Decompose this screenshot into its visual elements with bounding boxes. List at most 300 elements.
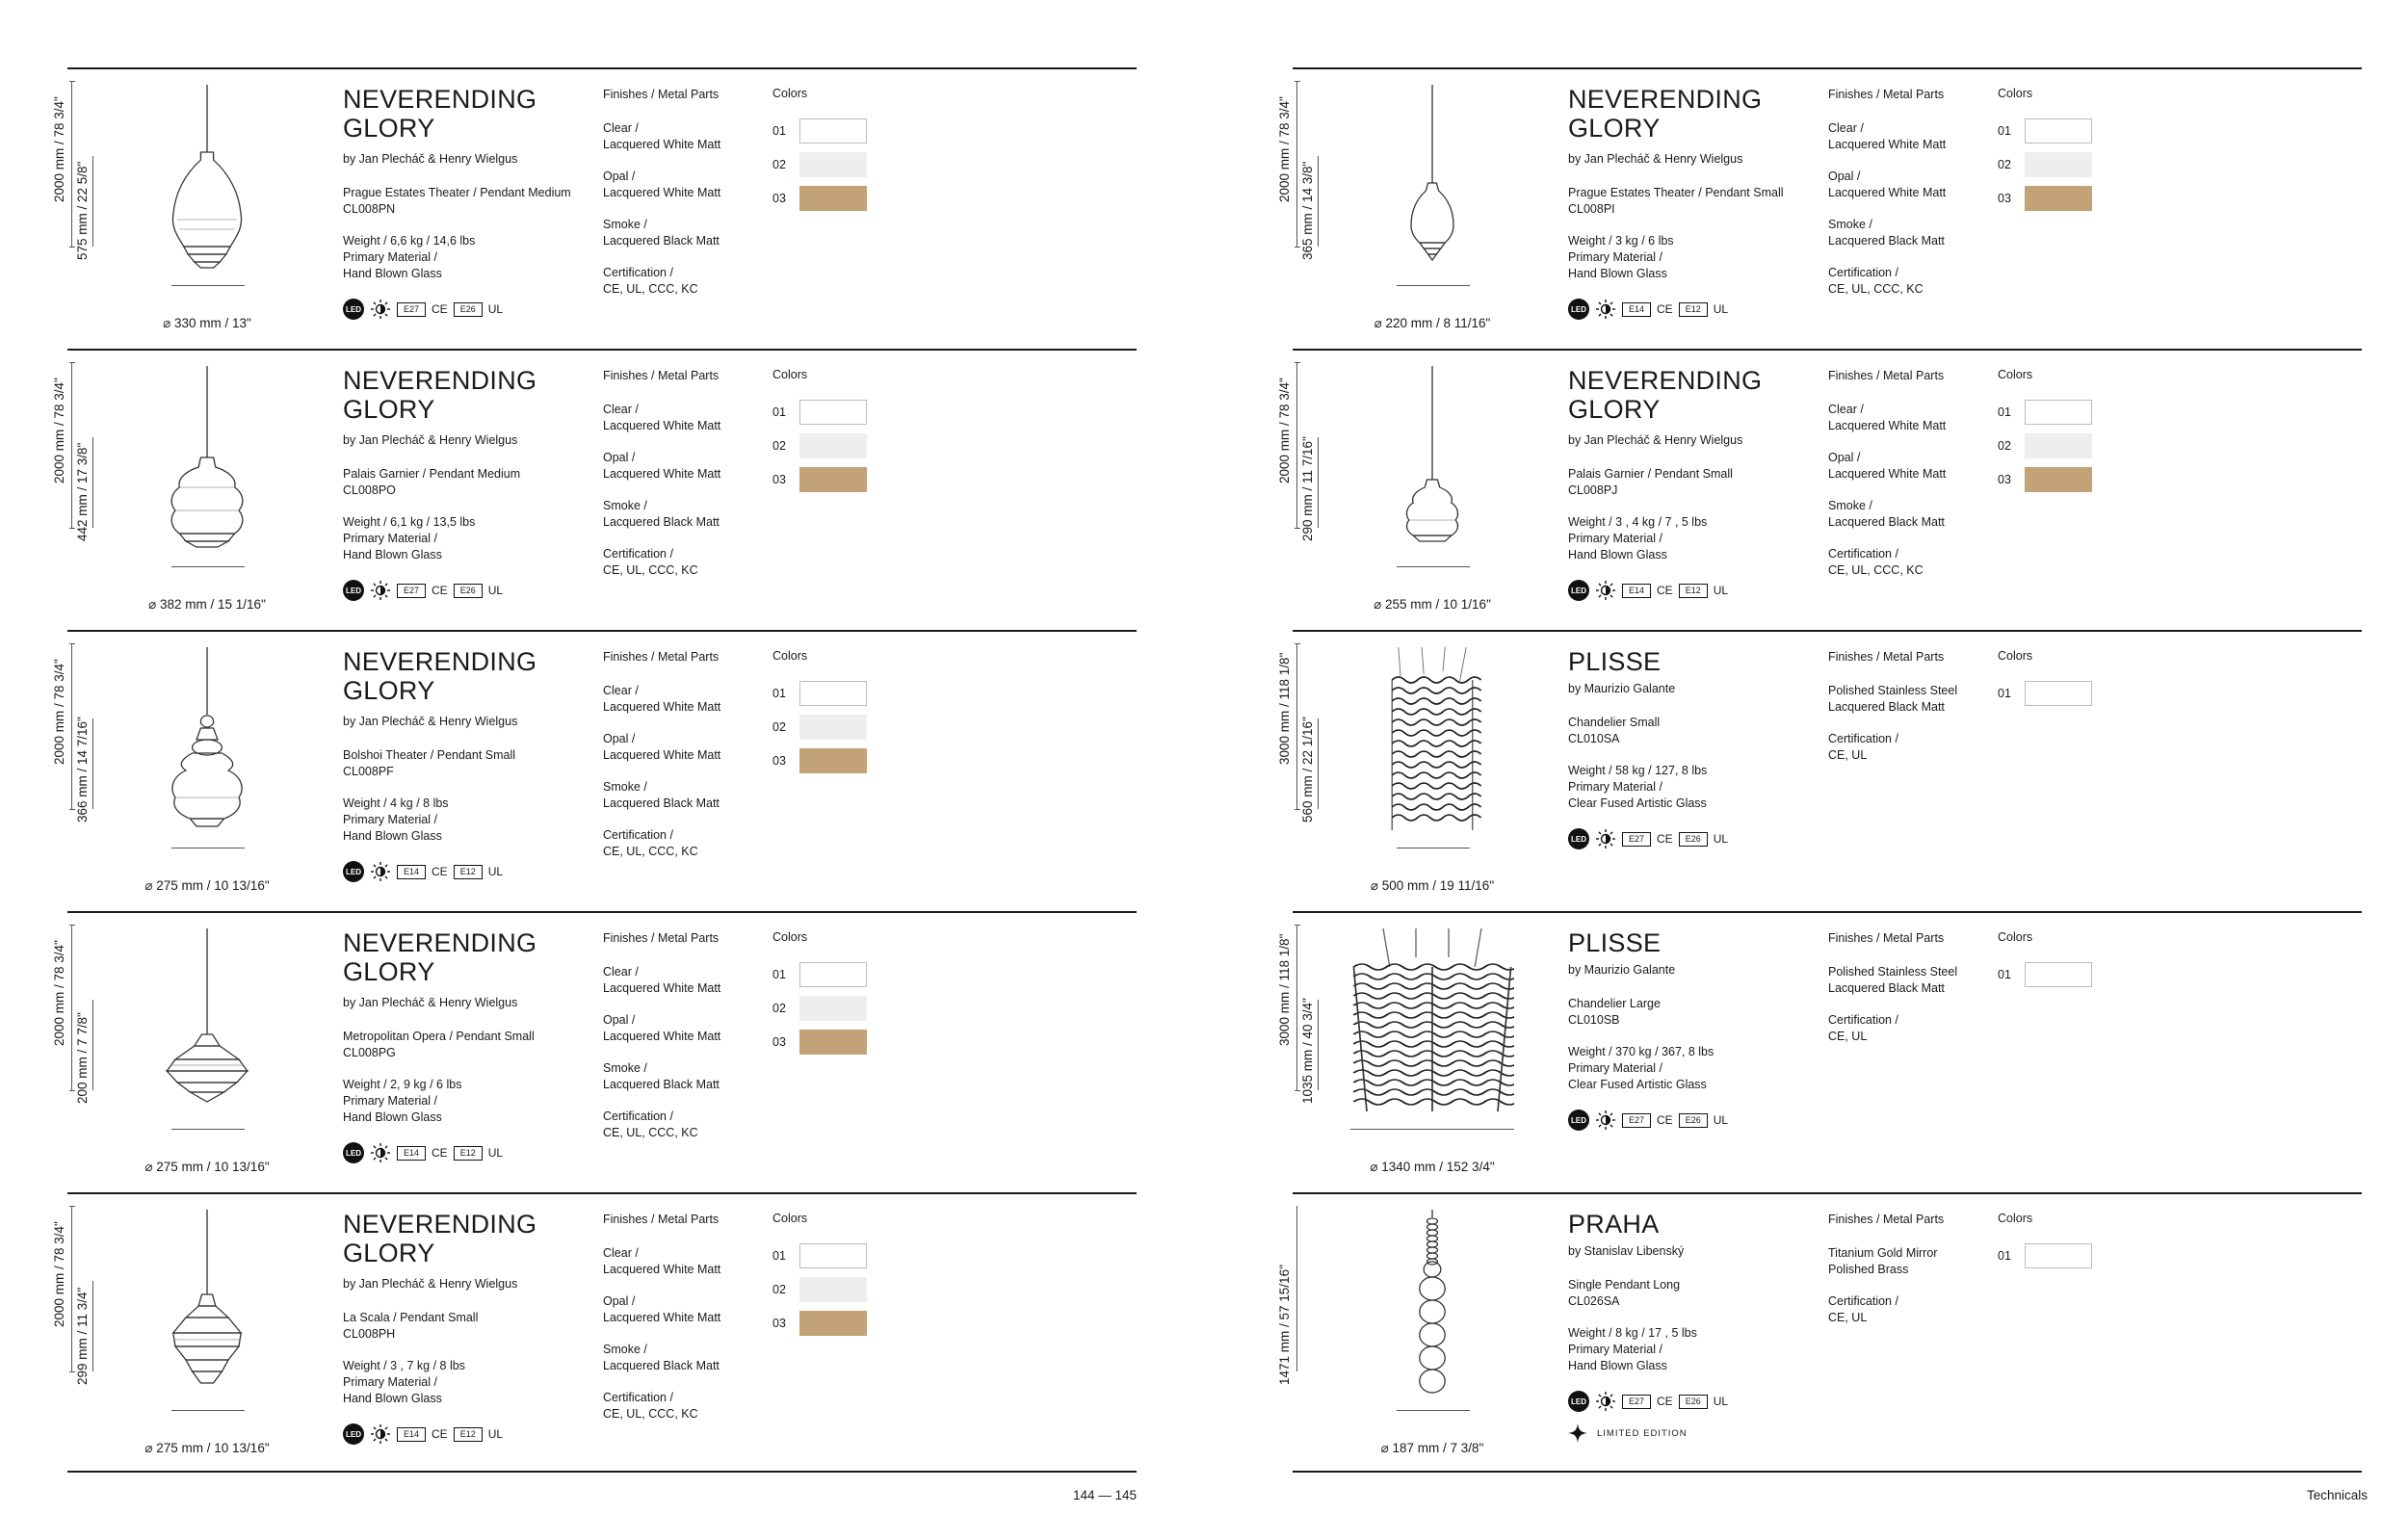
designer: by Jan Plecháč & Henry Wielgus bbox=[343, 715, 518, 728]
total-height-line bbox=[71, 925, 72, 1090]
weight: Weight / 58 kg / 127, 8 lbs bbox=[1568, 764, 1708, 777]
total-height-line bbox=[1296, 925, 1297, 1090]
product-title-line-1: NEVERENDING bbox=[343, 1210, 537, 1239]
lamp-height-line bbox=[1318, 437, 1319, 528]
dimmable-icon bbox=[370, 299, 391, 320]
finish-line-1: Certification / bbox=[1828, 266, 1898, 279]
finish-option bbox=[1828, 265, 1992, 298]
diameter-label: ⌀ 382 mm / 15 1/16" bbox=[148, 597, 266, 612]
product-row bbox=[1277, 911, 2362, 1194]
lamp-drawing bbox=[154, 1210, 260, 1398]
product-title-line-1: NEVERENDING bbox=[343, 366, 537, 395]
led-icon: LED bbox=[343, 1142, 364, 1163]
color-swatch[interactable] bbox=[799, 1277, 867, 1302]
swatch-number: 03 bbox=[1998, 473, 2011, 486]
product-code: CL008PG bbox=[343, 1046, 396, 1059]
total-height-label: 2000 mm / 78 3/4" bbox=[1277, 96, 1292, 202]
material-label: Primary Material / bbox=[343, 813, 437, 826]
color-swatch[interactable] bbox=[799, 118, 867, 144]
finish-line-1: Opal / bbox=[1828, 170, 1861, 183]
product-code: CL008PO bbox=[343, 483, 396, 497]
color-swatch[interactable] bbox=[799, 186, 867, 211]
product-row bbox=[1277, 67, 2362, 351]
swatch-number: 01 bbox=[772, 405, 786, 419]
finish-line-1: Titanium Gold Mirror bbox=[1828, 1246, 1938, 1260]
material-label: Primary Material / bbox=[343, 532, 437, 545]
material-value: Hand Blown Glass bbox=[343, 829, 442, 843]
swatch-number: 01 bbox=[1998, 405, 2011, 419]
socket-type-eu: E27 bbox=[1622, 1395, 1651, 1409]
colors-column bbox=[1998, 368, 2104, 500]
finish-line-2: Lacquered White Matt bbox=[603, 467, 721, 481]
color-swatch[interactable] bbox=[799, 1030, 867, 1055]
finish-line-2: Lacquered White Matt bbox=[1828, 419, 1947, 432]
socket-type-eu: E14 bbox=[397, 1427, 426, 1442]
weight: Weight / 3 , 7 kg / 8 lbs bbox=[343, 1359, 465, 1372]
color-swatch[interactable] bbox=[2025, 186, 2092, 211]
swatch-number: 02 bbox=[772, 158, 786, 171]
color-swatch-row bbox=[772, 1310, 878, 1337]
designer: by Jan Plecháč & Henry Wielgus bbox=[343, 996, 518, 1009]
total-height-label: 2000 mm / 78 3/4" bbox=[52, 940, 66, 1046]
colors-column bbox=[772, 930, 878, 1062]
variant-name: Palais Garnier / Pendant Medium bbox=[343, 467, 521, 481]
finish-option bbox=[603, 265, 767, 298]
finish-option bbox=[603, 1109, 767, 1141]
lamp-height-line bbox=[1296, 1206, 1297, 1371]
diameter-line bbox=[171, 1410, 245, 1411]
color-swatch[interactable] bbox=[2025, 962, 2092, 987]
finishes-column bbox=[603, 649, 767, 875]
cert-ce: CE bbox=[1657, 1113, 1673, 1127]
product-title-line-2: GLORY bbox=[343, 957, 435, 986]
material-label: Primary Material / bbox=[343, 250, 437, 264]
socket-type-eu: E27 bbox=[397, 584, 426, 598]
socket-type-us: E26 bbox=[1679, 832, 1708, 847]
finish-line-1: Clear / bbox=[1828, 403, 1864, 416]
product-title-line-1: NEVERENDING bbox=[1568, 85, 1763, 114]
dimmable-icon bbox=[370, 1142, 391, 1163]
lamp-drawing bbox=[154, 85, 260, 274]
product-title-line-1: NEVERENDING bbox=[343, 85, 537, 114]
finish-line-1: Certification / bbox=[603, 1391, 673, 1404]
variant-name: Chandelier Small bbox=[1568, 716, 1661, 729]
color-swatch-row bbox=[1998, 432, 2104, 459]
colors-column bbox=[1998, 930, 2104, 995]
total-height-label: 2000 mm / 78 3/4" bbox=[52, 378, 66, 483]
weight: Weight / 370 kg / 367, 8 lbs bbox=[1568, 1045, 1714, 1058]
cert-ul: UL bbox=[487, 1427, 504, 1441]
variant-name: Chandelier Large bbox=[1568, 997, 1661, 1010]
dimmable-icon bbox=[370, 580, 391, 601]
color-swatch-row bbox=[772, 432, 878, 459]
color-swatch-row bbox=[1998, 151, 2104, 178]
finish-line-1: Opal / bbox=[603, 1013, 636, 1027]
finish-option bbox=[1828, 731, 1992, 764]
color-swatch[interactable] bbox=[799, 1311, 867, 1336]
finish-option bbox=[1828, 683, 1992, 716]
finish-line-2: Lacquered Black Matt bbox=[603, 1359, 720, 1372]
total-height-line bbox=[71, 81, 72, 247]
finish-option bbox=[603, 1060, 767, 1093]
color-swatch-row bbox=[772, 399, 878, 426]
finish-option bbox=[1828, 1245, 1992, 1278]
material-label: Primary Material / bbox=[1568, 250, 1662, 264]
colors-heading: Colors bbox=[1998, 368, 2033, 381]
finish-line-2: Lacquered White Matt bbox=[603, 186, 721, 199]
finish-line-1: Clear / bbox=[603, 684, 639, 697]
color-swatch[interactable] bbox=[799, 1243, 867, 1268]
finish-line-2: CE, UL, CCC, KC bbox=[603, 563, 698, 577]
cert-ul: UL bbox=[487, 1146, 504, 1160]
color-swatch-row bbox=[1998, 399, 2104, 426]
color-swatch[interactable] bbox=[799, 996, 867, 1021]
finish-line-1: Smoke / bbox=[603, 1343, 647, 1356]
weight: Weight / 2, 9 kg / 6 lbs bbox=[343, 1078, 462, 1091]
finish-option bbox=[603, 1342, 767, 1374]
finish-option bbox=[1828, 217, 1992, 249]
color-swatch[interactable] bbox=[799, 748, 867, 773]
finish-option bbox=[603, 731, 767, 764]
colors-heading: Colors bbox=[772, 87, 808, 100]
color-swatch-row bbox=[1998, 117, 2104, 144]
spec-icons bbox=[343, 299, 503, 320]
color-swatch-row bbox=[772, 117, 878, 144]
finish-option bbox=[603, 1245, 767, 1278]
product-title-line-2: GLORY bbox=[343, 1239, 435, 1267]
cert-ce: CE bbox=[1657, 832, 1673, 846]
finish-line-2: Lacquered White Matt bbox=[1828, 467, 1947, 481]
designer: by Jan Plecháč & Henry Wielgus bbox=[343, 433, 518, 447]
finish-line-1: Polished Stainless Steel bbox=[1828, 684, 1958, 697]
finish-line-1: Smoke / bbox=[603, 780, 647, 794]
finish-line-2: CE, UL, CCC, KC bbox=[603, 845, 698, 858]
variant-name: Metropolitan Opera / Pendant Small bbox=[343, 1030, 535, 1043]
finish-line-2: CE, UL bbox=[1828, 748, 1868, 762]
finishes-heading: Finishes / Metal Parts bbox=[603, 369, 720, 382]
diameter-line bbox=[1350, 1129, 1514, 1130]
cert-ce: CE bbox=[432, 1427, 448, 1441]
finish-line-1: Certification / bbox=[603, 547, 673, 561]
diameter-label: ⌀ 275 mm / 10 13/16" bbox=[144, 878, 270, 893]
colors-column bbox=[1998, 649, 2104, 714]
lamp-height-label: 1471 mm / 57 15/16" bbox=[1277, 1265, 1292, 1385]
material-label: Primary Material / bbox=[1568, 1343, 1662, 1356]
finish-option bbox=[603, 217, 767, 249]
total-height-label: 2000 mm / 78 3/4" bbox=[52, 659, 66, 765]
color-swatch-row bbox=[772, 466, 878, 493]
finish-option bbox=[1828, 498, 1992, 531]
section-title: Technicals bbox=[2307, 1488, 2369, 1502]
product-title-line-1: PLISSE bbox=[1568, 928, 1662, 957]
product-info bbox=[343, 466, 520, 579]
finish-line-1: Certification / bbox=[1828, 732, 1898, 745]
socket-type-us: E12 bbox=[454, 1146, 483, 1161]
product-row bbox=[1277, 1192, 2362, 1475]
finishes-column bbox=[1828, 368, 1992, 594]
material-label: Primary Material / bbox=[1568, 780, 1662, 794]
lamp-height-line bbox=[92, 156, 93, 247]
finish-option bbox=[603, 964, 767, 997]
cert-ce: CE bbox=[432, 1146, 448, 1160]
dimmable-icon bbox=[1595, 1109, 1616, 1131]
colors-column bbox=[772, 368, 878, 500]
cert-ce: CE bbox=[432, 302, 448, 316]
variant-name: Prague Estates Theater / Pendant Medium bbox=[343, 186, 571, 199]
product-title-line-2: GLORY bbox=[1568, 114, 1661, 143]
finish-option bbox=[1828, 450, 1992, 483]
finishes-heading: Finishes / Metal Parts bbox=[1828, 1213, 1945, 1226]
total-height-label: 2000 mm / 78 3/4" bbox=[52, 96, 66, 202]
lamp-drawing bbox=[154, 928, 260, 1117]
color-swatch[interactable] bbox=[2025, 118, 2092, 144]
swatch-number: 01 bbox=[772, 687, 786, 700]
spec-icons bbox=[343, 861, 503, 882]
color-swatch[interactable] bbox=[2025, 681, 2092, 706]
finishes-column bbox=[1828, 930, 1992, 1060]
spec-icons bbox=[343, 580, 503, 601]
swatch-number: 03 bbox=[772, 1035, 786, 1049]
weight: Weight / 6,1 kg / 13,5 lbs bbox=[343, 515, 476, 529]
finish-line-2: Lacquered White Matt bbox=[603, 981, 721, 995]
product-title-line-1: PLISSE bbox=[1568, 647, 1662, 676]
dimmable-icon bbox=[1595, 580, 1616, 601]
cert-ul: UL bbox=[487, 584, 504, 597]
product-title bbox=[1568, 85, 1762, 143]
diameter-line bbox=[1397, 285, 1470, 286]
finish-option bbox=[603, 1012, 767, 1045]
swatch-number: 01 bbox=[772, 968, 786, 981]
designer: by Maurizio Galante bbox=[1568, 682, 1676, 695]
finishes-heading: Finishes / Metal Parts bbox=[603, 88, 720, 101]
product-title bbox=[343, 366, 537, 424]
cert-ce: CE bbox=[432, 865, 448, 878]
finish-option bbox=[1828, 120, 1992, 153]
lamp-height-line bbox=[92, 437, 93, 528]
color-swatch[interactable] bbox=[799, 962, 867, 987]
product-info bbox=[1568, 1277, 1697, 1390]
finishes-column bbox=[1828, 1212, 1992, 1342]
colors-heading: Colors bbox=[1998, 1212, 2033, 1225]
lamp-height-label: 365 mm / 14 3/8" bbox=[1300, 161, 1315, 260]
total-height-line bbox=[71, 1206, 72, 1371]
cert-ce: CE bbox=[1657, 302, 1673, 316]
product-title-line-2: GLORY bbox=[343, 676, 435, 705]
colors-column bbox=[772, 87, 878, 219]
lamp-drawing bbox=[1379, 647, 1485, 836]
product-title-line-1: PRAHA bbox=[1568, 1210, 1660, 1239]
color-swatch-row bbox=[772, 747, 878, 774]
cert-ul: UL bbox=[1713, 1113, 1729, 1127]
finish-option bbox=[603, 120, 767, 153]
finish-line-2: Lacquered Black Matt bbox=[1828, 700, 1945, 714]
color-swatch[interactable] bbox=[799, 715, 867, 740]
socket-type-us: E26 bbox=[1679, 1395, 1708, 1409]
product-info bbox=[1568, 715, 1707, 827]
spec-icons bbox=[1568, 1109, 1728, 1131]
socket-type-us: E12 bbox=[1679, 302, 1708, 317]
diameter-line bbox=[171, 285, 245, 286]
designer: by Jan Plecháč & Henry Wielgus bbox=[343, 152, 518, 166]
color-swatch[interactable] bbox=[2025, 400, 2092, 425]
page-numbers: 144 — 145 bbox=[1073, 1488, 1138, 1502]
colors-heading: Colors bbox=[1998, 649, 2033, 663]
product-title bbox=[343, 85, 537, 143]
led-icon: LED bbox=[343, 1423, 364, 1445]
lamp-height-label: 200 mm / 7 7/8" bbox=[75, 1012, 90, 1104]
product-info bbox=[343, 747, 515, 860]
product-code: CL008PI bbox=[1568, 202, 1615, 216]
finish-line-1: Certification / bbox=[603, 1109, 673, 1123]
lamp-height-line bbox=[1318, 718, 1319, 809]
finish-line-2: Lacquered Black Matt bbox=[603, 796, 720, 810]
finishes-column bbox=[1828, 649, 1992, 779]
cert-ce: CE bbox=[432, 584, 448, 597]
finish-line-1: Clear / bbox=[603, 403, 639, 416]
diameter-line bbox=[1397, 566, 1470, 567]
finish-line-2: Lacquered White Matt bbox=[603, 419, 721, 432]
product-row bbox=[52, 1192, 1137, 1475]
dimmable-icon bbox=[1595, 828, 1616, 849]
finish-option bbox=[603, 402, 767, 434]
finish-option bbox=[1828, 402, 1992, 434]
finish-option bbox=[603, 546, 767, 579]
finish-line-2: Lacquered White Matt bbox=[603, 138, 721, 151]
color-swatch-row bbox=[1998, 1242, 2104, 1269]
weight: Weight / 6,6 kg / 14,6 lbs bbox=[343, 234, 476, 248]
swatch-number: 01 bbox=[1998, 687, 2011, 700]
finish-line-2: Lacquered White Matt bbox=[603, 1030, 721, 1043]
diameter-label: ⌀ 255 mm / 10 1/16" bbox=[1374, 597, 1491, 612]
product-title bbox=[1568, 928, 1661, 957]
finish-option bbox=[1828, 964, 1992, 997]
cert-ul: UL bbox=[1713, 302, 1729, 316]
diameter-line bbox=[1397, 1410, 1470, 1411]
lamp-height-line bbox=[92, 718, 93, 809]
total-height-label: 3000 mm / 118 1/8" bbox=[1277, 933, 1292, 1046]
lamp-drawing bbox=[1379, 1210, 1485, 1398]
finishes-column bbox=[603, 368, 767, 594]
finishes-column bbox=[603, 930, 767, 1157]
material-value: Clear Fused Artistic Glass bbox=[1568, 1078, 1707, 1091]
finish-line-2: Lacquered White Matt bbox=[603, 748, 721, 762]
color-swatch[interactable] bbox=[2025, 433, 2092, 458]
finish-line-2: Lacquered White Matt bbox=[1828, 186, 1947, 199]
color-swatch-row bbox=[772, 185, 878, 212]
color-swatch[interactable] bbox=[2025, 1243, 2092, 1268]
color-swatch-row bbox=[1998, 961, 2104, 988]
colors-heading: Colors bbox=[772, 1212, 808, 1225]
diameter-label: ⌀ 220 mm / 8 11/16" bbox=[1374, 316, 1491, 330]
color-swatch-row bbox=[1998, 185, 2104, 212]
lamp-height-line bbox=[92, 1000, 93, 1090]
variant-name: Single Pendant Long bbox=[1568, 1278, 1681, 1292]
product-code: CL008PN bbox=[343, 202, 396, 216]
designer: by Jan Plecháč & Henry Wielgus bbox=[343, 1277, 518, 1291]
product-title-line-1: NEVERENDING bbox=[343, 928, 537, 957]
socket-type-eu: E14 bbox=[397, 865, 426, 879]
color-swatch[interactable] bbox=[2025, 467, 2092, 492]
material-value: Hand Blown Glass bbox=[1568, 548, 1667, 561]
colors-heading: Colors bbox=[772, 649, 808, 663]
finish-line-2: CE, UL, CCC, KC bbox=[1828, 563, 1924, 577]
material-value: Hand Blown Glass bbox=[343, 1392, 442, 1405]
dimmable-icon bbox=[370, 861, 391, 882]
finish-line-1: Opal / bbox=[603, 170, 636, 183]
designer: by Stanislav Libenský bbox=[1568, 1244, 1685, 1258]
product-info bbox=[1568, 466, 1733, 579]
swatch-number: 02 bbox=[772, 720, 786, 734]
spec-icons bbox=[1568, 299, 1728, 320]
spec-icons bbox=[1568, 828, 1728, 849]
socket-type-us: E12 bbox=[454, 1427, 483, 1442]
led-icon: LED bbox=[1568, 1391, 1589, 1412]
product-title-line-2: GLORY bbox=[343, 114, 435, 143]
product-code: CL008PJ bbox=[1568, 483, 1618, 497]
socket-type-eu: E27 bbox=[1622, 832, 1651, 847]
product-code: CL008PH bbox=[343, 1327, 396, 1341]
finish-option bbox=[603, 1293, 767, 1326]
finish-line-2: Lacquered Black Matt bbox=[603, 1078, 720, 1091]
socket-type-eu: E27 bbox=[1622, 1113, 1651, 1128]
finish-line-2: CE, UL, CCC, KC bbox=[603, 1407, 698, 1421]
color-swatch[interactable] bbox=[799, 467, 867, 492]
color-swatch-row bbox=[772, 1242, 878, 1269]
color-swatch[interactable] bbox=[799, 400, 867, 425]
color-swatch[interactable] bbox=[799, 152, 867, 177]
designer: by Jan Plecháč & Henry Wielgus bbox=[1568, 152, 1743, 166]
finish-line-2: Lacquered White Matt bbox=[1828, 138, 1947, 151]
finish-line-1: Smoke / bbox=[1828, 218, 1872, 231]
swatch-number: 03 bbox=[1998, 192, 2011, 205]
total-height-line bbox=[71, 643, 72, 809]
socket-type-us: E26 bbox=[454, 302, 483, 317]
finish-option bbox=[1828, 169, 1992, 201]
lamp-drawing bbox=[1350, 928, 1514, 1117]
lamp-height-label: 575 mm / 22 5/8" bbox=[75, 161, 90, 260]
material-value: Hand Blown Glass bbox=[1568, 1359, 1667, 1372]
socket-type-us: E12 bbox=[1679, 584, 1708, 598]
limited-edition-badge bbox=[1568, 1423, 1688, 1443]
spec-icons bbox=[343, 1423, 503, 1445]
finish-line-2: CE, UL, CCC, KC bbox=[1828, 282, 1924, 296]
material-value: Hand Blown Glass bbox=[1568, 267, 1667, 280]
finish-line-1: Certification / bbox=[1828, 1294, 1898, 1308]
bottom-rule-right bbox=[1293, 1471, 2362, 1473]
color-swatch-row bbox=[772, 1276, 878, 1303]
color-swatch-row bbox=[1998, 680, 2104, 707]
material-value: Hand Blown Glass bbox=[343, 267, 442, 280]
color-swatch[interactable] bbox=[2025, 152, 2092, 177]
product-title bbox=[343, 928, 537, 986]
product-title bbox=[1568, 366, 1762, 424]
swatch-number: 01 bbox=[1998, 124, 2011, 138]
led-icon: LED bbox=[1568, 580, 1589, 601]
lamp-drawing bbox=[154, 366, 260, 555]
finish-line-1: Polished Stainless Steel bbox=[1828, 965, 1958, 979]
diameter-label: ⌀ 187 mm / 7 3/8" bbox=[1380, 1441, 1484, 1455]
finish-line-1: Opal / bbox=[1828, 451, 1861, 464]
dimmable-icon bbox=[1595, 299, 1616, 320]
diameter-label: ⌀ 330 mm / 13" bbox=[163, 316, 251, 330]
finishes-heading: Finishes / Metal Parts bbox=[603, 931, 720, 945]
finish-line-2: CE, UL bbox=[1828, 1030, 1868, 1043]
cert-ul: UL bbox=[487, 302, 504, 316]
total-height-line bbox=[71, 362, 72, 528]
finish-line-2: Polished Brass bbox=[1828, 1263, 1909, 1276]
color-swatch[interactable] bbox=[799, 681, 867, 706]
color-swatch[interactable] bbox=[799, 433, 867, 458]
